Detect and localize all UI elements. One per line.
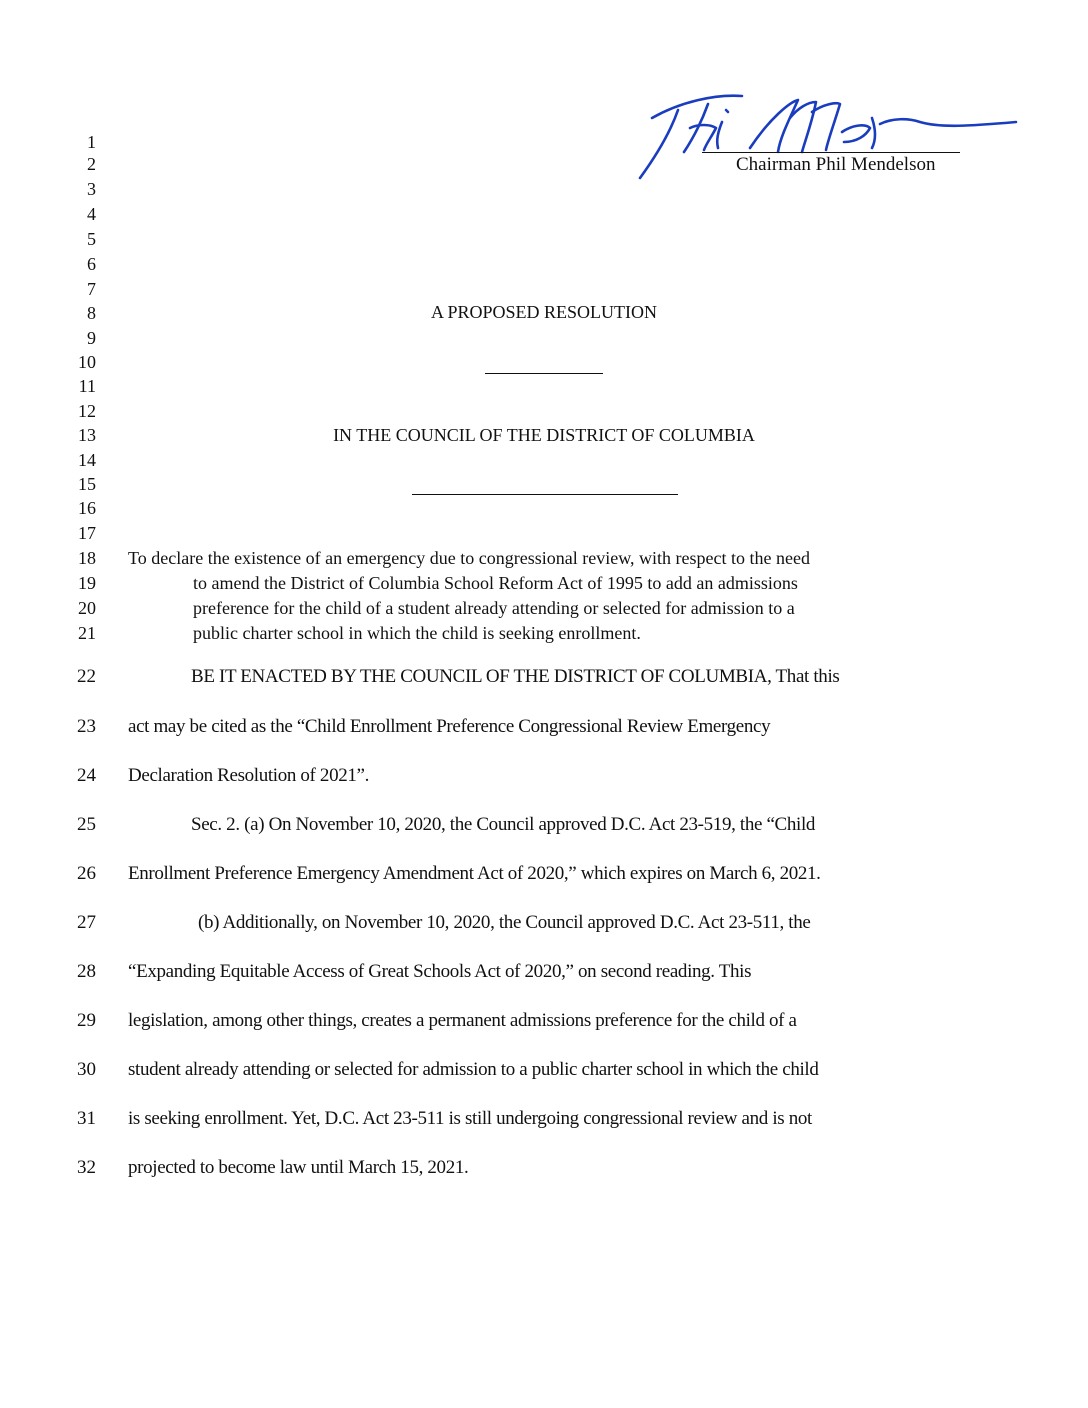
body-line: (b) Additionally, on November 10, 2020, the Council approved D.C. Act 23-511, the bbox=[198, 912, 811, 933]
line-number: 20 bbox=[78, 598, 96, 618]
line-number: 26 bbox=[77, 863, 96, 884]
line-number: 23 bbox=[77, 716, 96, 737]
line-number: 2 bbox=[87, 154, 96, 174]
line-number: 18 bbox=[78, 548, 96, 568]
line-number: 31 bbox=[77, 1108, 96, 1129]
purpose-line: to amend the District of Columbia School Reform Act of 1995 to add an admissions bbox=[193, 573, 798, 593]
purpose-line: public charter school in which the child is seeking enrollment. bbox=[193, 623, 641, 643]
purpose-line: preference for the child of a student already attending or selected for admission to a bbox=[193, 598, 795, 618]
line-number: 14 bbox=[78, 450, 96, 470]
line-number: 17 bbox=[78, 523, 96, 543]
body-line: Declaration Resolution of 2021”. bbox=[128, 765, 370, 786]
body-line: projected to become law until March 15, 2021. bbox=[128, 1157, 469, 1178]
line-number: 25 bbox=[77, 814, 96, 835]
line-number: 4 bbox=[87, 204, 96, 224]
body-line: Sec. 2. (a) On November 10, 2020, the Council approved D.C. Act 23-519, the “Child bbox=[191, 814, 816, 835]
line-number: 10 bbox=[78, 352, 96, 372]
council-rule bbox=[412, 494, 678, 495]
council-name: IN THE COUNCIL OF THE DISTRICT OF COLUMBIA bbox=[333, 425, 755, 445]
line-number: 6 bbox=[87, 254, 96, 274]
line-number: 15 bbox=[78, 474, 96, 494]
line-number: 27 bbox=[77, 912, 96, 933]
line-number: 19 bbox=[78, 573, 96, 593]
body-line: is seeking enrollment. Yet, D.C. Act 23-511 is still undergoing congressional review and is not bbox=[128, 1108, 812, 1129]
line-number: 21 bbox=[78, 623, 96, 643]
body-line: student already attending or selected for admission to a public charter school in which the child bbox=[128, 1059, 819, 1080]
line-number: 12 bbox=[78, 401, 96, 421]
line-number: 30 bbox=[77, 1059, 96, 1080]
body-line: “Expanding Equitable Access of Great Schools Act of 2020,” on second reading. This bbox=[128, 961, 752, 982]
line-number: 13 bbox=[78, 425, 96, 445]
heading-rule bbox=[485, 373, 603, 374]
line-number: 28 bbox=[77, 961, 96, 982]
line-number: 9 bbox=[87, 328, 96, 348]
line-number: 5 bbox=[87, 229, 96, 249]
line-number: 24 bbox=[77, 765, 96, 786]
line-number: 22 bbox=[77, 666, 96, 687]
body-line: act may be cited as the “Child Enrollment Preference Congressional Review Emergency bbox=[128, 716, 771, 737]
line-number: 11 bbox=[78, 376, 96, 396]
line-number: 16 bbox=[78, 498, 96, 518]
line-number: 7 bbox=[87, 279, 96, 299]
body-line: legislation, among other things, creates a permanent admissions preference for the child of a bbox=[128, 1010, 797, 1031]
body-line: BE IT ENACTED BY THE COUNCIL OF THE DISTRICT OF COLUMBIA, That this bbox=[191, 666, 840, 687]
line-number: 29 bbox=[77, 1010, 96, 1031]
signer-name: Chairman Phil Mendelson bbox=[736, 154, 936, 175]
line-number: 3 bbox=[87, 179, 96, 199]
line-number: 1 bbox=[87, 132, 96, 152]
purpose-line: To declare the existence of an emergency due to congressional review, with respect to the need bbox=[128, 548, 810, 568]
body-line: Enrollment Preference Emergency Amendment Act of 2020,” which expires on March 6, 2021. bbox=[128, 863, 821, 884]
signature-rule bbox=[702, 152, 960, 153]
line-number: 32 bbox=[77, 1157, 96, 1178]
document-heading: A PROPOSED RESOLUTION bbox=[430, 302, 658, 322]
line-number: 8 bbox=[87, 303, 96, 323]
